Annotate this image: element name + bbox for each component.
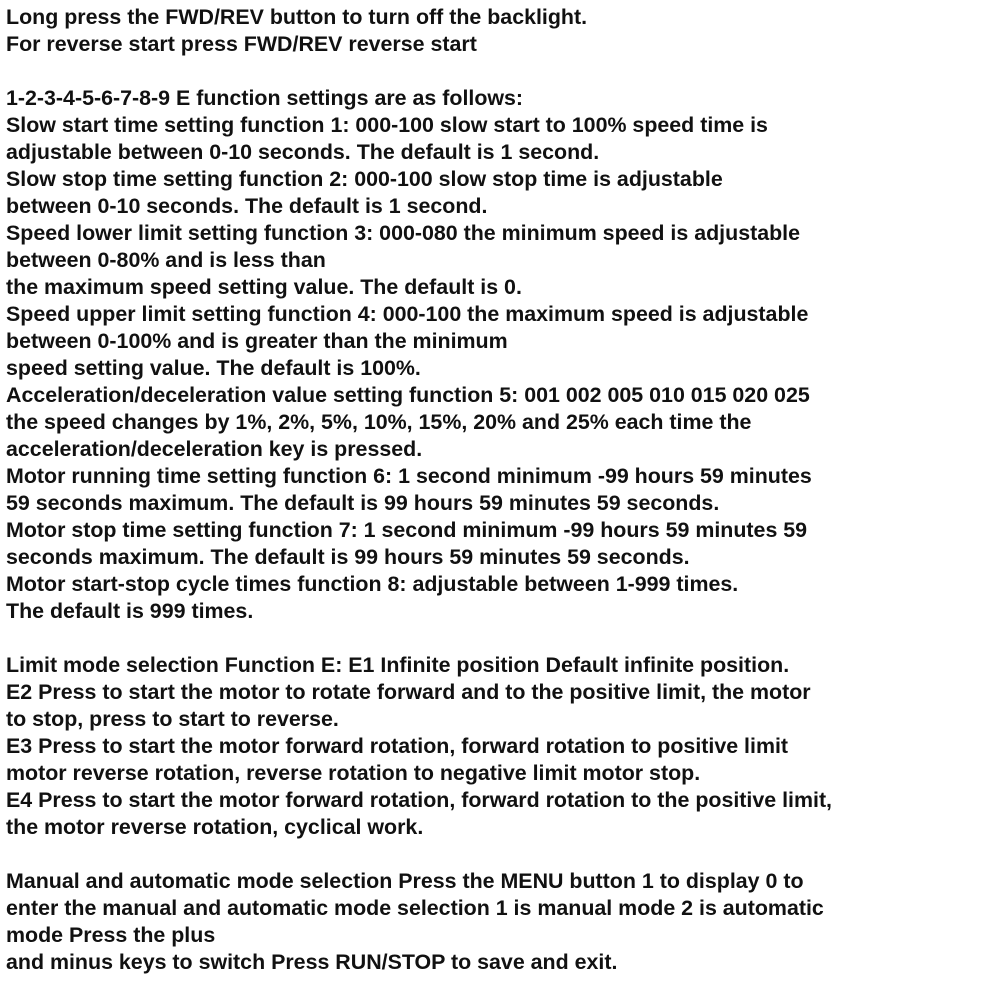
text-line: E3 Press to start the motor forward rotation, forward rotation to positive limit [6,734,789,758]
blank-line [6,841,996,868]
text-line: Motor start-stop cycle times function 8: adjustable between 1-999 times. [6,572,739,596]
text-line: Slow stop time setting function 2: 000-100 slow stop time is adjustable [6,167,723,191]
text-line: mode Press the plus [6,923,216,947]
text-line: E2 Press to start the motor to rotate forward and to the positive limit, the motor [6,680,811,704]
text-line: speed setting value. The default is 100%. [6,356,421,380]
text-line: and minus keys to switch Press RUN/STOP to save and exit. [6,950,618,974]
text-line: adjustable between 0-10 seconds. The default is 1 second. [6,140,600,164]
text-line: Speed upper limit setting function 4: 000-100 the maximum speed is adjustable [6,302,809,326]
text-line: 59 seconds maximum. The default is 99 hours 59 minutes 59 seconds. [6,491,720,515]
blank-line [6,625,996,652]
text-line: seconds maximum. The default is 99 hours 59 minutes 59 seconds. [6,545,690,569]
instruction-text [6,4,996,976]
text-line: Manual and automatic mode selection Press the MENU button 1 to display 0 to [6,869,804,893]
text-line: between 0-100% and is greater than the minimum [6,329,508,353]
blank-line [6,58,996,85]
text-line: Limit mode selection Function E: E1 Infinite position Default infinite position. [6,653,790,677]
section-heading: 1-2-3-4-5-6-7-8-9 E function settings are as follows: [6,86,524,110]
text-line: Motor running time setting function 6: 1 second minimum -99 hours 59 minutes [6,464,812,488]
text-line: the motor reverse rotation, cyclical work. [6,815,424,839]
text-line: to stop, press to start to reverse. [6,707,339,731]
text-line: motor reverse rotation, reverse rotation to negative limit motor stop. [6,761,701,785]
text-line: the maximum speed setting value. The default is 0. [6,275,522,299]
text-line: the speed changes by 1%, 2%, 5%, 10%, 15%, 20% and 25% each time the [6,410,752,434]
text-line: between 0-10 seconds. The default is 1 second. [6,194,488,218]
text-line: between 0-80% and is less than [6,248,326,272]
text-line: For reverse start press FWD/REV reverse start [6,32,477,56]
text-line: The default is 999 times. [6,599,254,623]
text-line: Long press the FWD/REV button to turn off the backlight. [6,5,588,29]
text-line: Acceleration/deceleration value setting function 5: 001 002 005 010 015 020 025 [6,383,810,407]
text-line: Slow start time setting function 1: 000-100 slow start to 100% speed time is [6,113,768,137]
text-line: Speed lower limit setting function 3: 000-080 the minimum speed is adjustable [6,221,801,245]
text-line: E4 Press to start the motor forward rotation, forward rotation to the positive limit, [6,788,833,812]
text-line: enter the manual and automatic mode selection 1 is manual mode 2 is automatic [6,896,824,920]
text-line: acceleration/deceleration key is pressed. [6,437,423,461]
text-line: Motor stop time setting function 7: 1 second minimum -99 hours 59 minutes 59 [6,518,808,542]
